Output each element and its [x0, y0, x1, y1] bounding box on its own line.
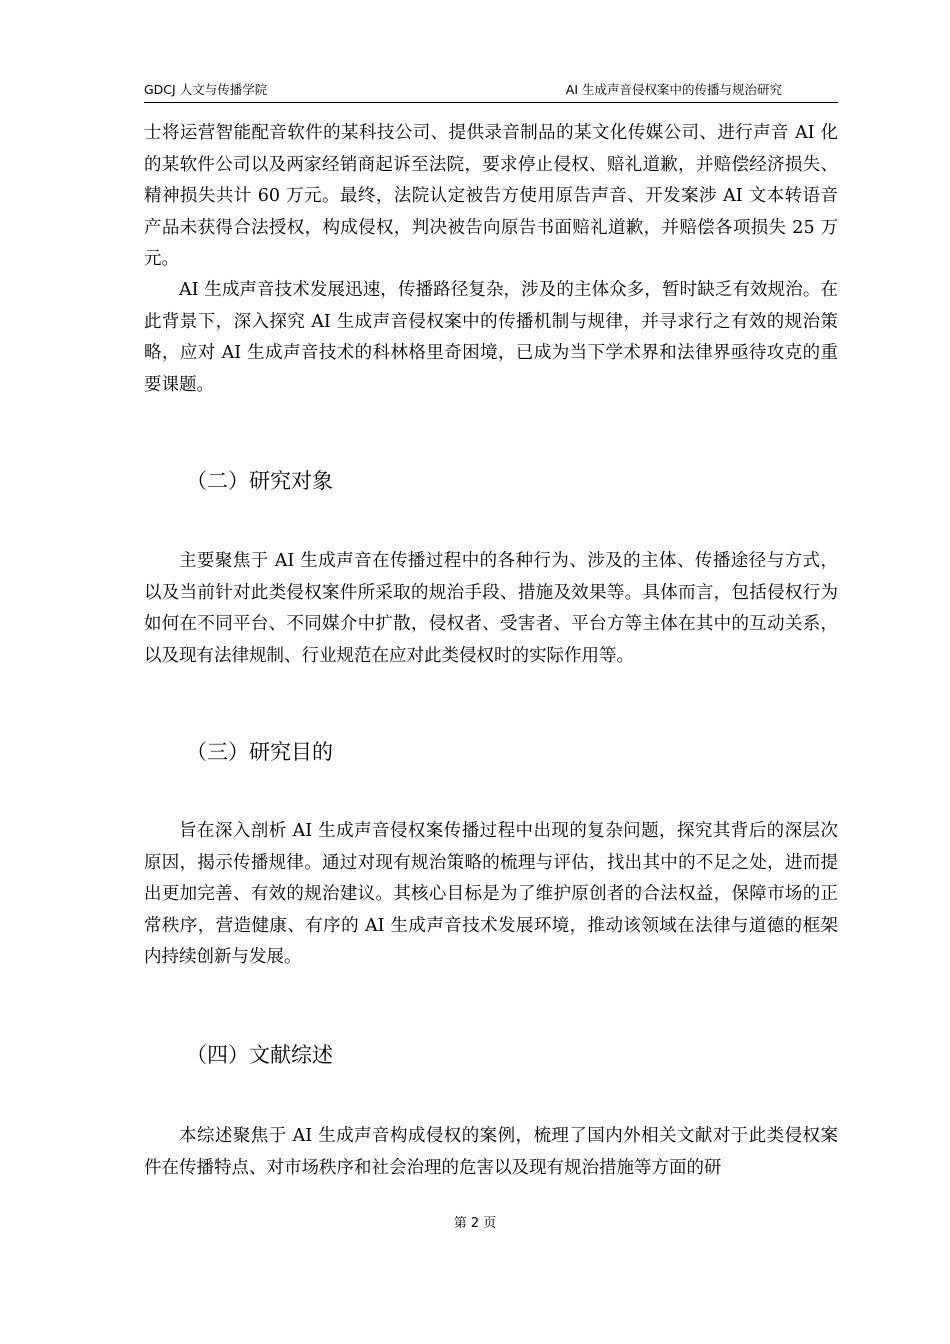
paragraph-literature-review: 本综述聚焦于 AI 生成声音构成侵权的案例，梳理了国内外相关文献对于此类侵权案件在传播特点、对市场秩序和社会治理的危害以及现有规治措施等方面的研 — [144, 1126, 838, 1178]
paragraph-research-purpose: 旨在深入剖析 AI 生成声音侵权案传播过程中出现的复杂问题，探究其背后的深层次原因，揭示传播规律。通过对现有规治策略的梳理与评估，找出其中的不足之处，进而提出更加完善、有效的规治建议。其核心目标是为了维护原创者的合法权益，保障市场的正常秩序，营造健康、有序的 AI 生成声音技术发展环境，推动该领域在法律与道德的框架内持续创新与发展。 — [144, 821, 838, 967]
paragraph-research-background: AI 生成声音技术发展迅速，传播路径复杂，涉及的主体众多，暂时缺乏有效规治。在此背景下，深入探究 AI 生成声音侵权案中的传播机制与规律，并寻求行之有效的规治策略，应对 AI 生成声音技术的科林格里奇困境，已成为当下学术界和法律界亟待攻克的重要课题。 — [144, 280, 838, 395]
heading-research-object: （二）研究对象 — [186, 469, 333, 493]
page-header — [144, 78, 838, 103]
heading-literature-review: （四）文献综述 — [186, 1043, 333, 1067]
header-institution: GDCJ 人文与传播学院 — [144, 82, 268, 97]
paragraph-research-object: 主要聚焦于 AI 生成声音在传播过程中的各种行为、涉及的主体、传播途径与方式，以及当前针对此类侵权案件所采取的规治手段、措施及效果等。具体而言，包括侵权行为如何在不同平台、不同媒介中扩散，侵权者、受害者、平台方等主体在其中的互动关系，以及现有法律规制、行业规范在应对此类侵权时的实际作用等。 — [144, 551, 838, 666]
page-number: 第 2 页 — [453, 1216, 497, 1231]
heading-research-purpose: （三）研究目的 — [186, 740, 333, 764]
header-paper-title: AI 生成声音侵权案中的传播与规治研究 — [565, 82, 782, 97]
paragraph-case-background: 士将运营智能配音软件的某科技公司、提供录音制品的某文化传媒公司、进行声音 AI 化的某软件公司以及两家经销商起诉至法院，要求停止侵权、赔礼道歉，并赔偿经济损失、精神损失共计 60 万元。最终，法院认定被告方使用原告声音、开发案涉 AI 文本转语音产品未获得合法授权，构成侵权，判决被告向原告书面赔礼道歉，并赔偿各项损失 25 万元。 — [144, 123, 838, 269]
